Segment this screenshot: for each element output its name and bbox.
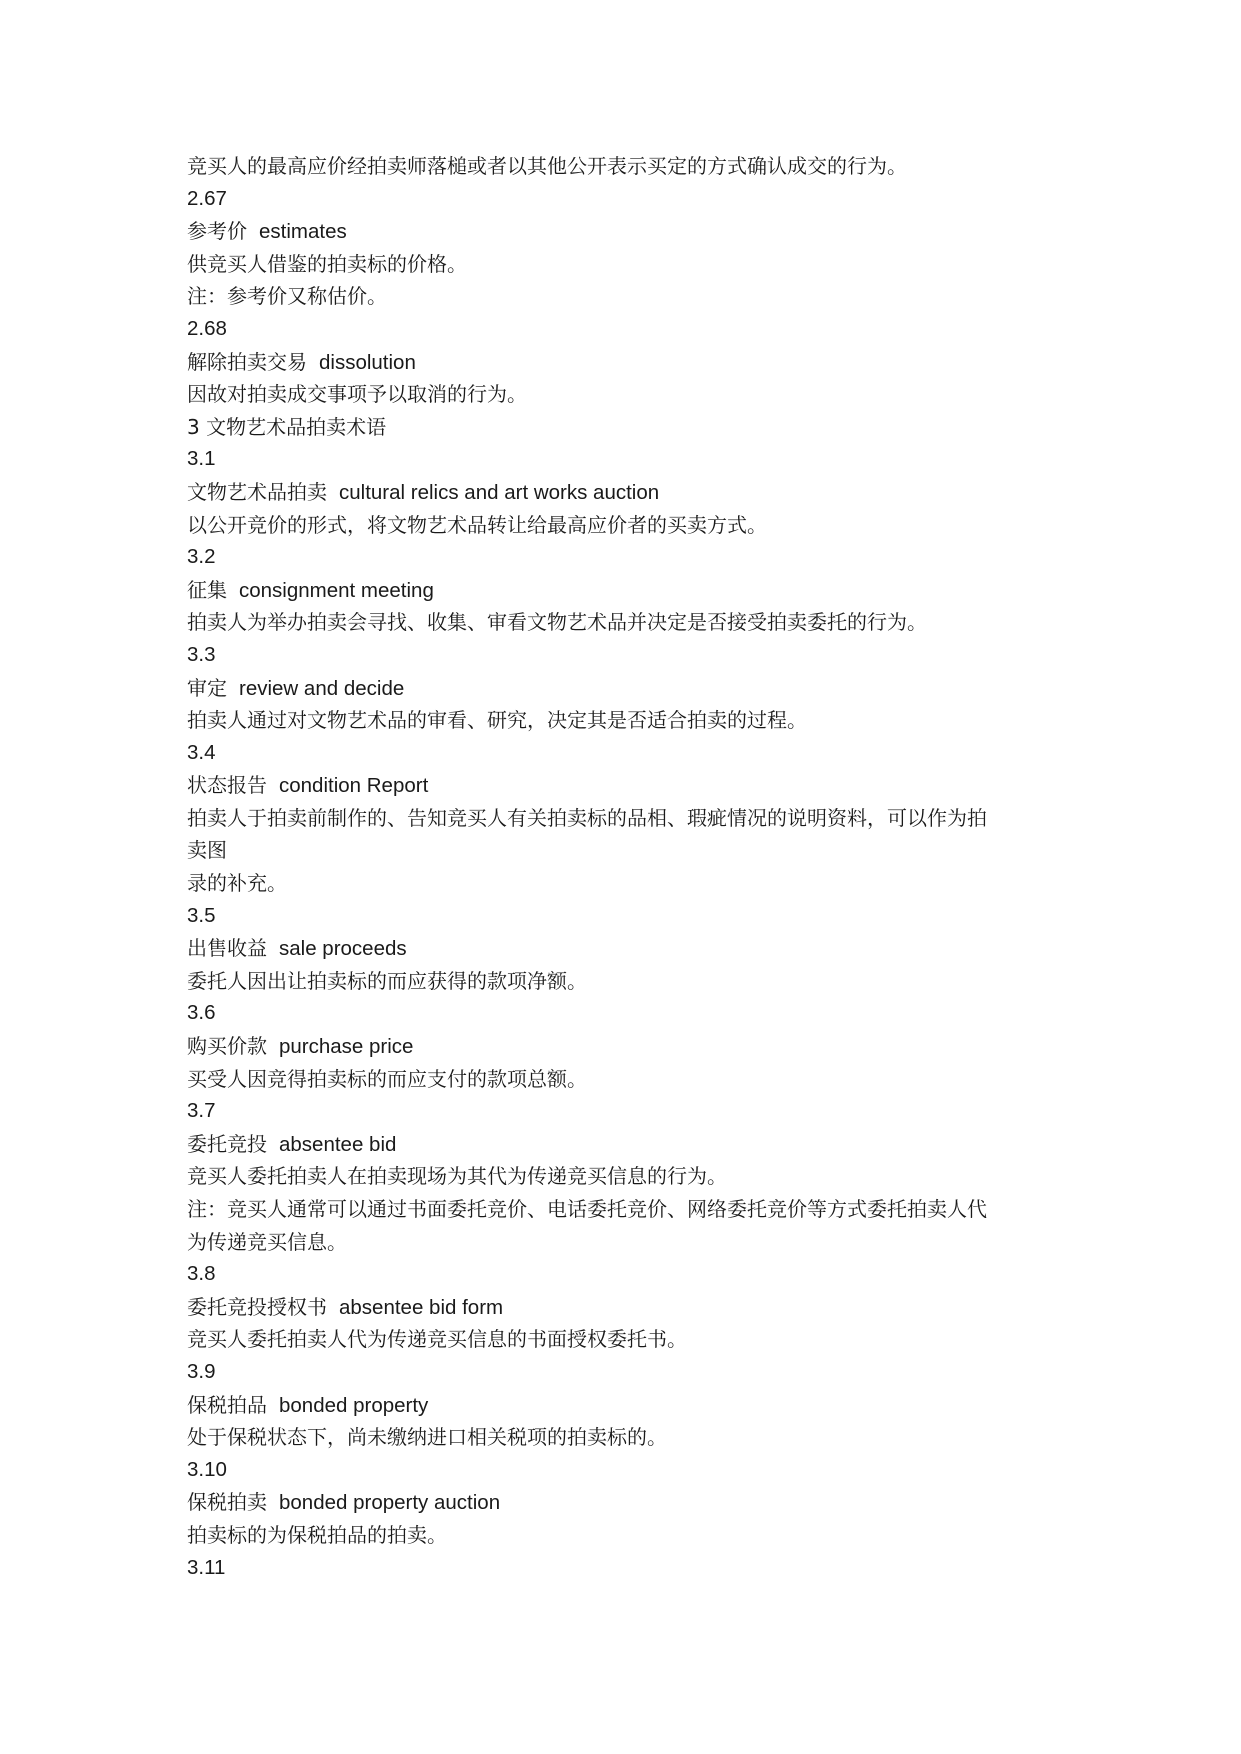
text-line: 竞买人的最高应价经拍卖师落槌或者以其他公开表示买定的方式确认成交的行为。 bbox=[187, 154, 907, 178]
term-chinese: 审定 bbox=[187, 675, 227, 700]
section-number: 3.10 bbox=[187, 1457, 227, 1481]
text-line: 注：竞买人通常可以通过书面委托竞价、电话委托竞价、网络委托竞价等方式委托拍卖人代 bbox=[187, 1197, 987, 1221]
term-english: consignment meeting bbox=[239, 578, 434, 602]
text-line: 卖图 bbox=[187, 838, 227, 863]
term-chinese: 参考价 bbox=[187, 219, 247, 244]
term-chinese: 委托竞投 bbox=[187, 1131, 267, 1156]
section-number: 3.7 bbox=[187, 1099, 216, 1123]
term-heading bbox=[187, 574, 1067, 607]
term-english: bonded property bbox=[279, 1393, 429, 1417]
term-chinese: 征集 bbox=[187, 577, 227, 602]
term-heading bbox=[187, 1389, 1067, 1422]
section-number: 3.9 bbox=[187, 1359, 216, 1383]
section-number: 3.2 bbox=[187, 545, 216, 569]
term-heading bbox=[187, 1128, 1067, 1161]
term-heading bbox=[187, 1030, 1067, 1063]
section-number: 3.4 bbox=[187, 740, 216, 764]
term-english: absentee bid form bbox=[339, 1295, 504, 1319]
section-number: 3.8 bbox=[187, 1262, 216, 1286]
text-line: 注：参考价又称估价。 bbox=[187, 284, 387, 309]
term-english: bonded property auction bbox=[279, 1491, 501, 1515]
term-heading bbox=[187, 1486, 1067, 1519]
term-heading bbox=[187, 932, 1067, 965]
term-english: cultural relics and art works auction bbox=[339, 480, 660, 504]
text-line: 委托人因出让拍卖标的而应获得的款项净额。 bbox=[187, 968, 587, 993]
term-english: purchase price bbox=[279, 1035, 414, 1059]
text-line: 竞买人委托拍卖人在拍卖现场为其代为传递竞买信息的行为。 bbox=[187, 1164, 727, 1189]
term-english: sale proceeds bbox=[279, 937, 407, 961]
text-line: 拍卖人为举办拍卖会寻找、收集、审看文物艺术品并决定是否接受拍卖委托的行为。 bbox=[187, 610, 927, 635]
term-english: review and decide bbox=[239, 676, 405, 700]
term-heading bbox=[187, 476, 1067, 509]
section-number: 2.68 bbox=[187, 316, 227, 340]
term-heading bbox=[187, 672, 1067, 705]
term-chinese: 状态报告 bbox=[187, 773, 267, 798]
text-line: 拍卖人于拍卖前制作的、告知竞买人有关拍卖标的品相、瑕疵情况的说明资料，可以作为拍 bbox=[187, 805, 987, 830]
section-number: 2.67 bbox=[187, 186, 227, 210]
term-english: estimates bbox=[259, 220, 347, 244]
section-number: 3.11 bbox=[187, 1555, 226, 1579]
term-english: dissolution bbox=[319, 350, 416, 374]
term-chinese: 保税拍品 bbox=[187, 1392, 267, 1417]
term-chinese: 委托竞投授权书 bbox=[187, 1294, 327, 1319]
section-number: 3.5 bbox=[187, 903, 216, 927]
text-line: 因故对拍卖成交事项予以取消的行为。 bbox=[187, 382, 527, 407]
term-heading bbox=[187, 1291, 1067, 1324]
text-line: 买受人因竞得拍卖标的而应支付的款项总额。 bbox=[187, 1066, 587, 1091]
term-english: absentee bid bbox=[279, 1132, 397, 1156]
text-line: 录的补充。 bbox=[187, 871, 287, 896]
term-english: condition Report bbox=[279, 774, 429, 798]
section-number: 3.6 bbox=[187, 1001, 216, 1025]
text-line: 竞买人委托拍卖人代为传递竞买信息的书面授权委托书。 bbox=[187, 1327, 687, 1352]
term-chinese: 保税拍卖 bbox=[187, 1490, 267, 1515]
section-number: 3.3 bbox=[187, 642, 216, 666]
text-line: 拍卖标的为保税拍品的拍卖。 bbox=[187, 1522, 447, 1547]
text-line: 以公开竞价的形式，将文物艺术品转让给最高应价者的买卖方式。 bbox=[187, 512, 767, 537]
term-chinese: 购买价款 bbox=[187, 1034, 267, 1059]
term-heading bbox=[187, 215, 1067, 248]
text-line: 处于保税状态下，尚未缴纳进口相关税项的拍卖标的。 bbox=[187, 1425, 667, 1450]
text-line: 3 文物艺术品拍卖术语 bbox=[187, 414, 387, 439]
term-chinese: 文物艺术品拍卖 bbox=[187, 479, 327, 504]
term-heading bbox=[187, 346, 1067, 379]
text-line: 供竞买人借鉴的拍卖标的价格。 bbox=[187, 251, 467, 276]
text-line: 拍卖人通过对文物艺术品的审看、研究，决定其是否适合拍卖的过程。 bbox=[187, 708, 807, 733]
term-heading bbox=[187, 769, 1067, 802]
term-chinese: 解除拍卖交易 bbox=[187, 349, 307, 374]
section-number: 3.1 bbox=[187, 447, 216, 471]
text-line: 为传递竞买信息。 bbox=[187, 1229, 347, 1254]
document-body bbox=[187, 150, 1067, 1584]
term-chinese: 出售收益 bbox=[187, 936, 267, 961]
